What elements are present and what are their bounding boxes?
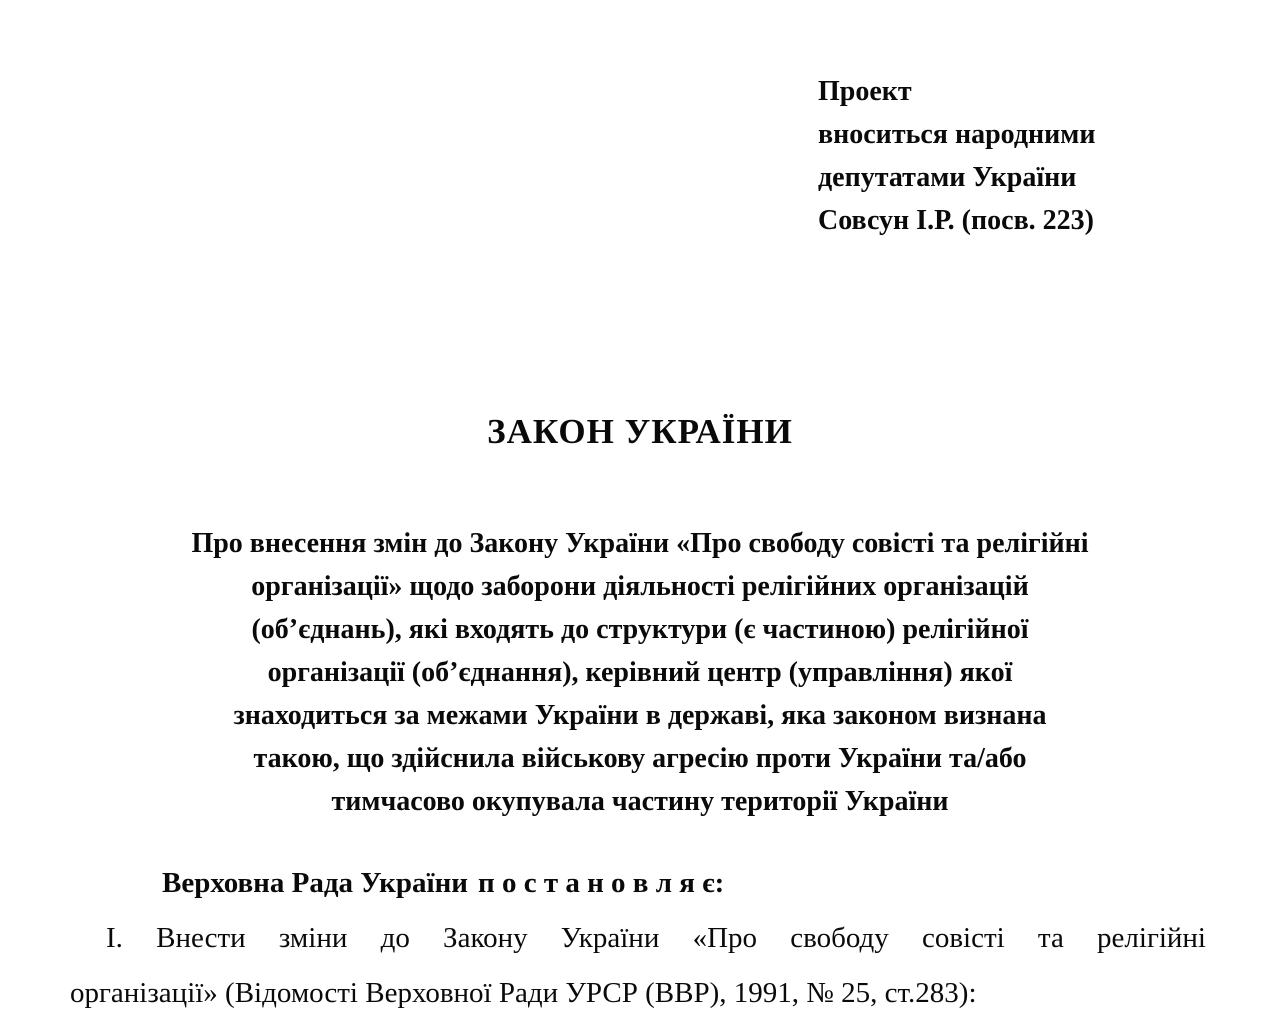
subtitle-line: знаходиться за межами України в державі, яка законом визнана <box>233 700 1047 731</box>
enacting-clause-verb: п о с т а н о в л я є: <box>478 867 725 899</box>
submission-block <box>818 70 1095 242</box>
submission-line-submitted-by: вноситься народними <box>818 119 1096 150</box>
amendment-paragraph-line: організації» (Відомості Верховної Ради УРСР (ВВР), 1991, № 25, ст.283): <box>70 977 977 1009</box>
enacting-clause <box>70 866 1210 900</box>
subtitle-line: такою, що здійснила військову агресію проти України та/або <box>253 743 1027 774</box>
amendment-paragraph-line: І. Внести зміни до Закону України «Про свободу совісті та релігійні <box>106 922 1206 954</box>
subtitle-line: організації» щодо заборони діяльності релігійних організацій <box>251 571 1029 602</box>
subtitle-line: Про внесення змін до Закону України «Про свободу совісті та релігійні <box>191 528 1089 559</box>
enacting-clause-subject: Верховна Рада України <box>162 867 468 899</box>
submission-line-author: Совсун І.Р. (посв. 223) <box>818 205 1095 236</box>
subtitle-line: організації (об’єднання), керівний центр (управління) якої <box>267 657 1013 688</box>
law-title: ЗАКОН УКРАЇНИ <box>487 412 793 451</box>
subtitle-line: тимчасово окупувала частину території України <box>331 786 949 817</box>
law-subtitle <box>70 522 1210 823</box>
subtitle-line: (об’єднань), які входять до структури (є частиною) релігійної <box>251 614 1029 645</box>
submission-line-deputies: депутатами України <box>818 162 1077 193</box>
submission-line-project: Проект <box>818 76 912 107</box>
